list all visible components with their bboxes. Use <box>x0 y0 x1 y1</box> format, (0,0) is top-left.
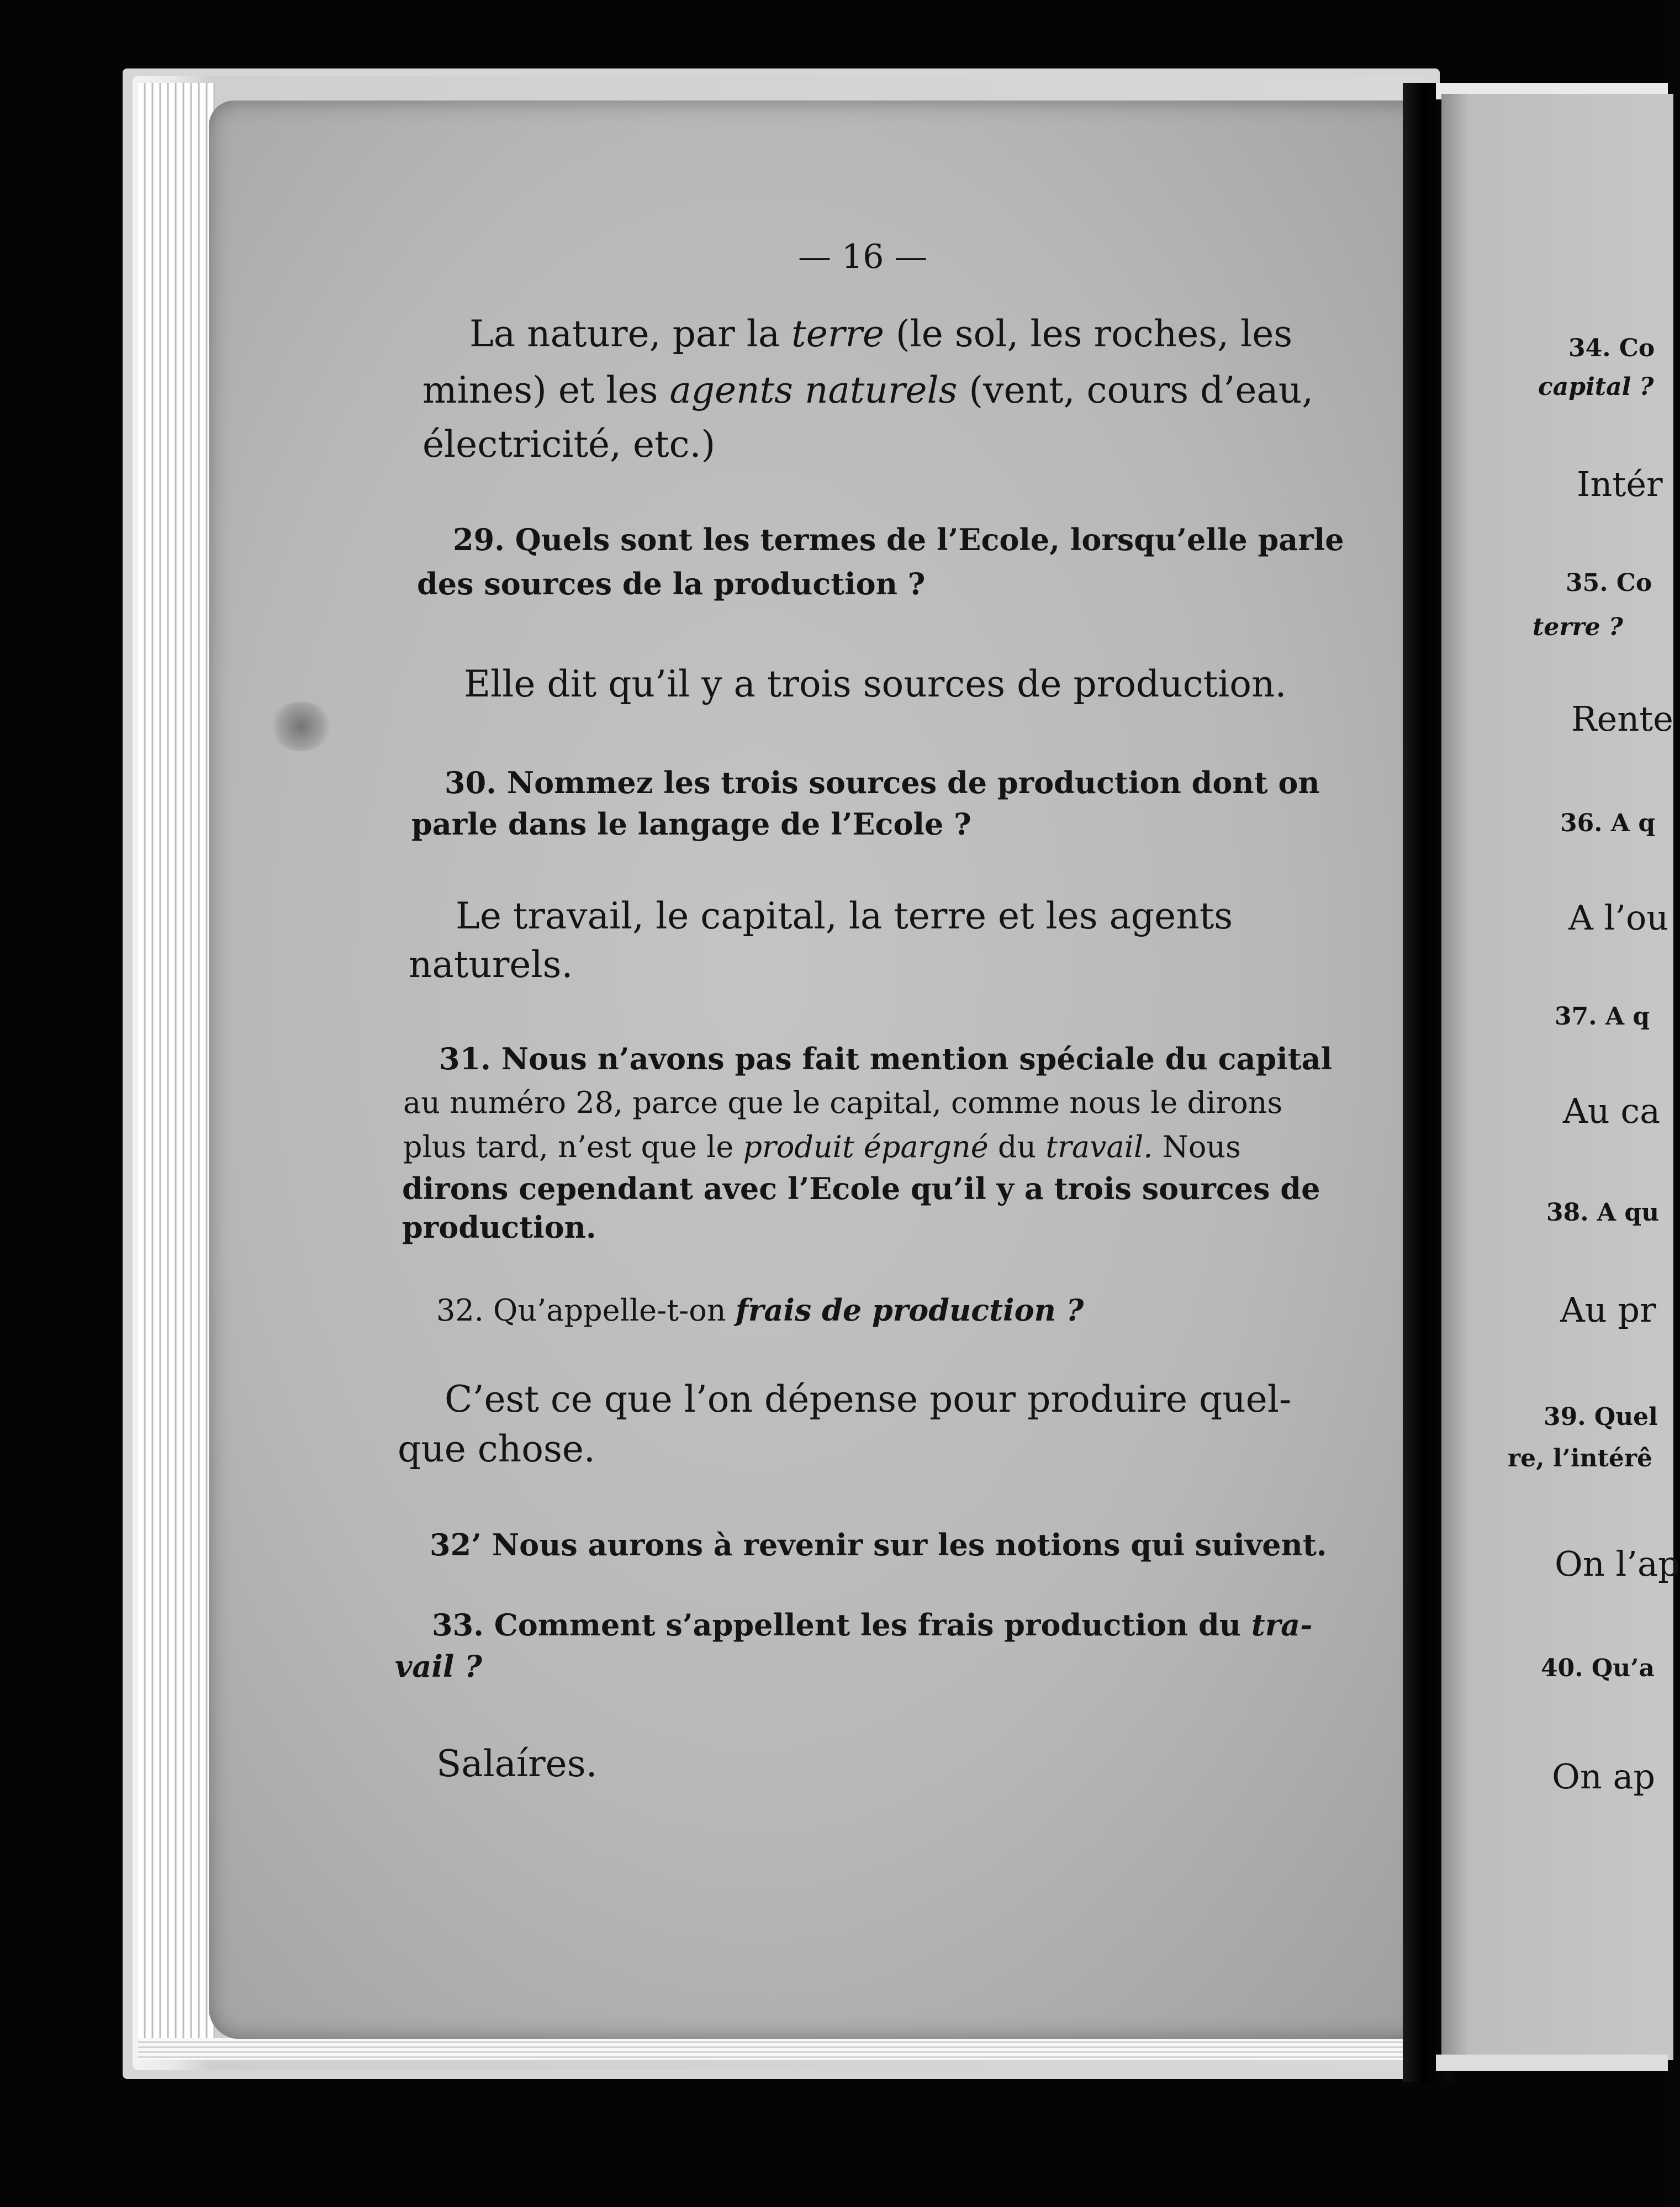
facing-line-17: On ap <box>1552 1756 1656 1797</box>
answer-29: Elle dit qu’il y a trois sources de production. <box>464 663 1287 705</box>
facing-line-5: terre ? <box>1533 613 1623 641</box>
question-30-line-1: 30. Nommez les trois sources de production dont on <box>445 765 1320 800</box>
intro-terre: terre <box>791 313 884 355</box>
facing-line-1: 34. Co <box>1568 334 1655 362</box>
intro-line-1 <box>469 313 1292 355</box>
facing-line-9: 37. A q <box>1555 1002 1650 1031</box>
note-32-prime: 32’ Nous aurons à revenir sur les notions qui suivent. <box>430 1527 1327 1562</box>
facing-line-13: 39. Quel <box>1544 1403 1658 1431</box>
answer-33: Salaíres. <box>436 1743 598 1785</box>
intro-line-2-a: mines) et les <box>422 369 670 411</box>
ink-smudge <box>271 701 331 751</box>
question-33-line-1 <box>432 1607 1313 1643</box>
intro-line-2-b: (vent, cours d’eau, <box>957 369 1314 411</box>
question-32-frais: frais de production ? <box>735 1292 1084 1328</box>
intro-line-2 <box>422 369 1313 411</box>
intro-agents-naturels: agents naturels <box>669 369 958 411</box>
facing-line-2: capital ? <box>1538 373 1654 401</box>
note-31-line-1: 31. Nous n’avons pas fait mention spéciale du capital <box>439 1041 1333 1076</box>
question-29-line-1: 29. Quels sont les termes de l’Ecole, lorsqu’elle parle <box>453 522 1344 557</box>
note-31-line-2: au numéro 28, parce que le capital, comme nous le dirons <box>403 1085 1283 1120</box>
note-31-line-3-b: du <box>988 1129 1046 1164</box>
question-32 <box>436 1292 1084 1328</box>
facing-line-15: On l’ap <box>1555 1544 1680 1584</box>
answer-32-line-2: que chose. <box>398 1428 595 1470</box>
facing-line-14: re, l’intérê <box>1508 1444 1653 1472</box>
facing-line-3: Intér <box>1577 464 1663 504</box>
facing-line-12: Au pr <box>1560 1290 1656 1330</box>
facing-page-bottom-edge <box>1436 2055 1668 2071</box>
facing-line-6: Rente <box>1571 699 1673 739</box>
facing-line-10: Au ca <box>1563 1091 1661 1131</box>
note-31-line-3-a: plus tard, n’est que le <box>403 1129 743 1164</box>
note-31-travail: travail. <box>1045 1129 1153 1164</box>
intro-line-3: électricité, etc.) <box>422 423 716 466</box>
intro-line-1-b: (le sol, les roches, les <box>884 313 1293 355</box>
note-31-line-5: production. <box>402 1210 596 1245</box>
note-31-produit-epargne: produit épargné <box>743 1129 989 1164</box>
facing-line-8: A l’ou <box>1568 897 1669 938</box>
question-33-line-1-a: 33. Comment s’appellent les frais production du <box>432 1607 1251 1643</box>
answer-30-line-1: Le travail, le capital, la terre et les agents <box>456 895 1233 937</box>
note-31-line-3 <box>403 1129 1241 1164</box>
question-32-a: 32. Qu’appelle-t-on <box>436 1293 736 1328</box>
note-31-line-4: dirons cependant avec l’Ecole qu’il y a trois sources de <box>402 1171 1320 1206</box>
page-edge-bottom <box>138 2038 1425 2060</box>
facing-line-11: 38. A qu <box>1546 1198 1660 1227</box>
question-33-line-2: vail ? <box>395 1649 482 1684</box>
question-29-line-2: des sources de la production ? <box>417 566 926 601</box>
page-edge-stripes <box>138 83 215 2060</box>
page-number: — 16 — <box>798 237 928 276</box>
facing-line-4: 35. Co <box>1566 569 1652 597</box>
facing-line-16: 40. Qu’a <box>1541 1654 1655 1682</box>
answer-30-line-2: naturels. <box>409 943 573 986</box>
note-31-line-3-c: Nous <box>1153 1129 1241 1164</box>
question-33-tra: tra- <box>1251 1607 1313 1643</box>
intro-line-1-a: La nature, par la <box>469 313 792 355</box>
facing-line-7: 36. A q <box>1560 809 1656 837</box>
answer-32-line-1: C’est ce que l’on dépense pour produire quel- <box>445 1378 1292 1421</box>
question-30-line-2: parle dans le langage de l’Ecole ? <box>411 806 971 842</box>
